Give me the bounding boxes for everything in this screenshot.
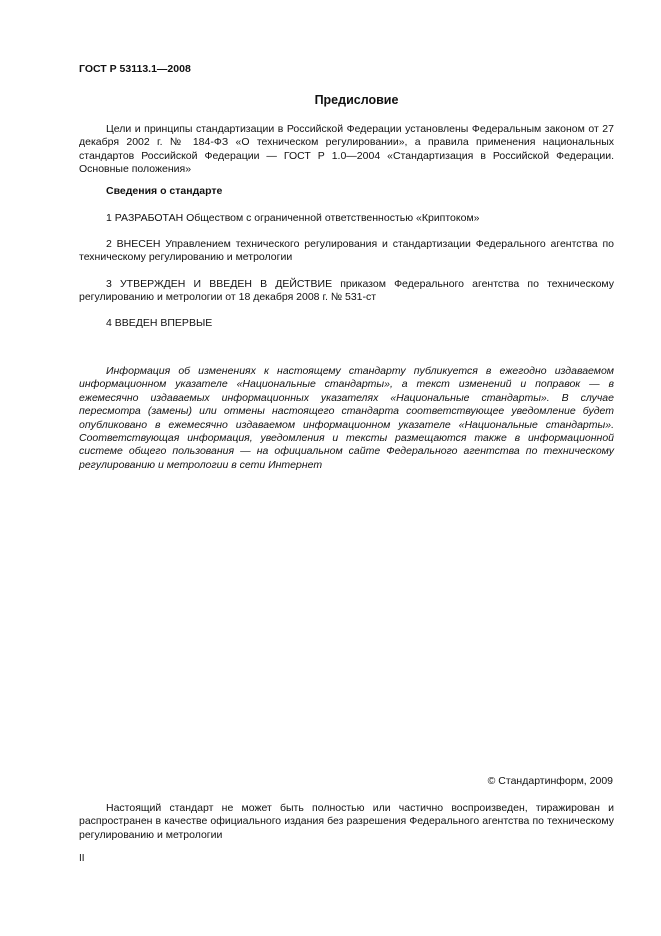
item-submitted: 2 ВНЕСЕН Управлением технического регулирования и стандартизации Федерального агентства по техническому регулированию и метрологии xyxy=(79,238,614,264)
item-approved: 3 УТВЕРЖДЕН И ВВЕДЕН В ДЕЙСТВИЕ приказом Федерального агентства по техническому регулированию и метрологии от 18 декабря 2008 г. № 531-ст xyxy=(79,278,614,304)
copyright-line: © Стандартинформ, 2009 xyxy=(487,775,613,787)
item-introduced: 4 ВВЕДЕН ВПЕРВЫЕ xyxy=(106,317,213,329)
preface-intro-paragraph: Цели и принципы стандартизации в Российской Федерации установлены Федеральным законом от 27 декабря 2002 г. № 184-ФЗ «О техническом регулировании», а правила применения национальных стандартов Российской Федерации — ГОСТ Р 1.0—2004 «Стандартизация в Российской Федерации. Основные положения» xyxy=(79,123,614,176)
item-developed: 1 РАЗРАБОТАН Обществом с ограниченной ответственностью «Криптоком» xyxy=(106,212,480,224)
standard-info-heading: Сведения о стандарте xyxy=(106,185,223,197)
reproduction-notice-paragraph: Настоящий стандарт не может быть полностью или частично воспроизведен, тиражирован и распространен в качестве официального издания без разрешения Федерального агентства по техническому регулированию и метрологии xyxy=(79,802,614,841)
page-number: II xyxy=(79,853,85,864)
preface-title: Предисловие xyxy=(314,93,399,107)
document-code-header: ГОСТ Р 53113.1—2008 xyxy=(79,63,191,75)
info-notice-paragraph: Информация об изменениях к настоящему стандарту публикуется в ежегодно издаваемом информационном указателе «Национальные стандарты», а текст изменений и поправок — в ежемесячно издаваемых информационных указателях «Национальные стандарты». В случае пересмотра (замены) или отмены настоящего стандарта соответствующее уведомление будет опубликовано в ежемесячно издаваемом информационном указателе «Национальные стандарты». Соответствующая информация, уведомления и тексты размещаются также в информационной системе общего пользования — на официальном сайте Федерального агентства по техническому регулированию и метрологии в сети Интернет xyxy=(79,365,614,471)
